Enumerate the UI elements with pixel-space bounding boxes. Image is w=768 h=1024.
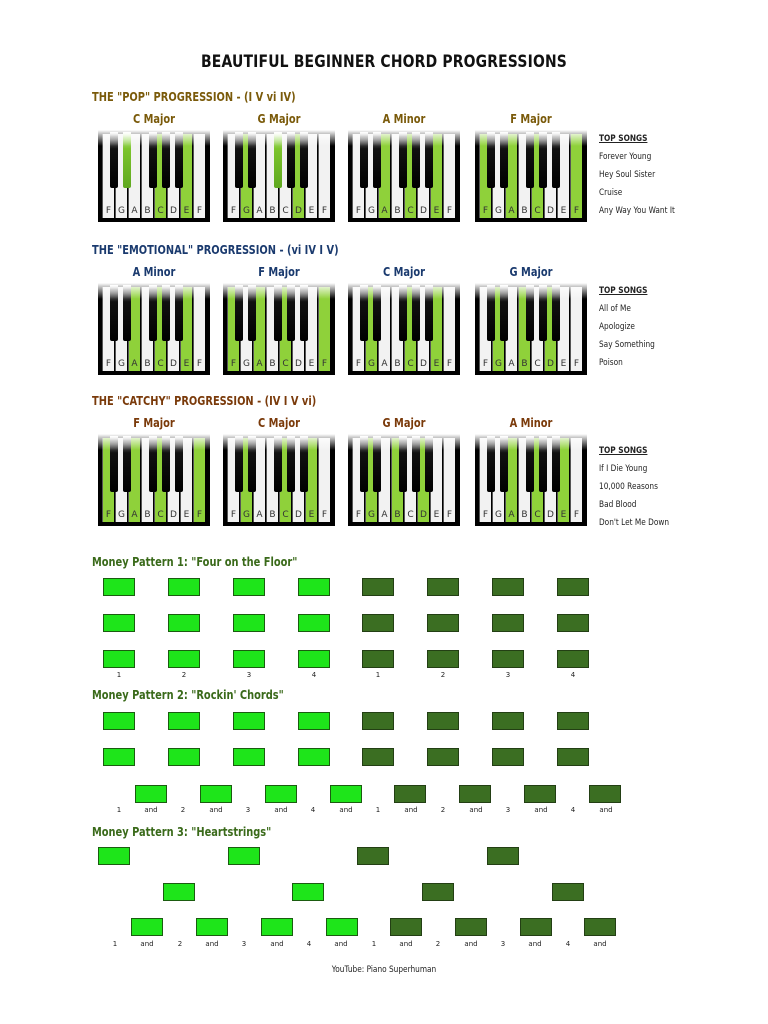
key-letter: F [230,206,237,216]
rhythm-block [233,578,265,596]
rhythm-block [357,847,389,865]
beat-count-label: 1 [375,806,381,814]
key-letter: D [295,510,302,520]
keyboard-fade [98,434,210,450]
key-letter: G [243,206,250,216]
chord-name-label: G Major [509,265,553,279]
rhythm-block [492,712,524,730]
keyboard-fade [98,283,210,299]
key-letter: G [368,510,375,520]
key-letter: G [243,359,250,369]
piano-keyboard [475,130,587,222]
song-title: Don't Let Me Down [599,518,670,528]
rhythm-block [427,578,459,596]
keyboard-fade [223,434,335,450]
beat-count-label: and [599,806,613,814]
key-letter: D [420,206,427,216]
white-key [193,134,205,218]
keyboard-fade [475,283,587,299]
rhythm-block [390,918,422,936]
beat-count-label: 1 [116,806,122,814]
rhythm-block [168,748,200,766]
key-letter: E [183,510,190,520]
chord-name-label: F Major [258,265,300,279]
beat-count-label: 2 [440,671,446,679]
white-key [570,134,582,218]
key-letter: A [381,206,388,216]
key-letter: E [560,359,567,369]
song-title: Hey Soul Sister [599,170,656,180]
chord-name-label: A Minor [132,265,176,279]
section-title: THE "POP" PROGRESSION - (I V vi IV) [92,90,296,104]
rhythm-block [298,650,330,668]
rhythm-block [200,785,232,803]
key-letter: C [282,510,289,520]
key-letter: F [355,359,362,369]
key-letter: F [105,359,112,369]
beat-count-label: 1 [112,940,118,948]
rhythm-block [233,748,265,766]
rhythm-block [135,785,167,803]
key-letter: C [534,359,541,369]
key-letter: F [355,510,362,520]
rhythm-block [524,785,556,803]
rhythm-block [492,578,524,596]
rhythm-block [584,918,616,936]
key-letter: A [256,510,263,520]
piano-keyboard [223,283,335,375]
top-songs-list [599,446,684,536]
chord-name-label: F Major [133,416,175,430]
chord-name-label: A Minor [382,112,426,126]
beat-count-label: 3 [245,806,251,814]
beat-count-label: 1 [375,671,381,679]
key-letter: F [105,510,112,520]
beat-count-label: 4 [570,806,576,814]
piano-keyboard [98,283,210,375]
footer-credit: YouTube: Piano Superhuman [331,965,437,975]
keyboard-fade [475,434,587,450]
rhythm-block [427,712,459,730]
key-letter: D [170,206,177,216]
key-letter: E [308,359,315,369]
key-letter: D [170,359,177,369]
rhythm-block [557,712,589,730]
key-letter: D [547,510,554,520]
key-letter: C [407,359,414,369]
white-key [318,287,330,371]
white-key [318,438,330,522]
key-letter: G [243,510,250,520]
rhythm-block [520,918,552,936]
money-pattern-3-title: Money Pattern 3: "Heartstrings" [92,825,272,839]
rhythm-block [298,578,330,596]
rhythm-block [298,712,330,730]
beat-count-label: 3 [500,940,506,948]
key-letter: B [269,206,276,216]
rhythm-block [103,748,135,766]
beat-count-label: and [339,806,353,814]
song-title: Forever Young [599,152,652,162]
chord-name-label: G Major [257,112,301,126]
chord-name-label: C Major [257,416,301,430]
section-title: THE "CATCHY" PROGRESSION - (IV I V vi) [92,394,317,408]
rhythm-block [394,785,426,803]
key-letter: C [157,359,164,369]
key-letter: A [508,206,515,216]
beat-count-label: 2 [181,671,187,679]
white-key [570,438,582,522]
beat-count-label: and [464,940,478,948]
beat-count-label: 2 [177,940,183,948]
key-letter: C [157,206,164,216]
beat-count-label: 4 [565,940,571,948]
key-letter: C [282,206,289,216]
key-letter: G [118,206,125,216]
piano-keyboard [223,130,335,222]
key-letter: B [394,359,401,369]
chord-name-label: A Minor [509,416,553,430]
beat-count-label: and [270,940,284,948]
piano-keyboard [223,434,335,526]
key-letter: B [144,359,151,369]
key-letter: B [394,510,401,520]
key-letter: D [420,510,427,520]
song-title: Poison [599,358,623,368]
beat-count-label: 2 [435,940,441,948]
key-letter: E [560,510,567,520]
key-letter: D [547,359,554,369]
beat-count-label: 4 [306,940,312,948]
rhythm-block [103,712,135,730]
key-letter: F [482,206,489,216]
chord-name-label: F Major [510,112,552,126]
beat-count-label: 4 [310,806,316,814]
key-letter: A [131,359,138,369]
keyboard-fade [348,130,460,146]
rhythm-block [103,614,135,632]
beat-count-label: and [209,806,223,814]
rhythm-block [362,712,394,730]
chord-name-label: G Major [382,416,426,430]
key-letter: E [433,206,440,216]
key-letter: F [573,510,580,520]
key-letter: B [144,206,151,216]
key-letter: D [295,206,302,216]
piano-keyboard [98,434,210,526]
rhythm-block [261,918,293,936]
rhythm-block [362,578,394,596]
rhythm-block [233,614,265,632]
key-letter: F [482,359,489,369]
beat-count-label: and [469,806,483,814]
key-letter: B [521,206,528,216]
beat-count-label: and [593,940,607,948]
key-letter: C [157,510,164,520]
rhythm-block [557,650,589,668]
rhythm-block [233,650,265,668]
key-letter: F [446,206,453,216]
piano-keyboard [98,130,210,222]
white-key [193,438,205,522]
key-letter: F [105,206,112,216]
beat-count-label: 4 [570,671,576,679]
key-letter: F [446,510,453,520]
top-songs-list [599,134,692,224]
key-letter: F [573,206,580,216]
beat-count-label: and [404,806,418,814]
song-title: All of Me [599,304,631,314]
white-key [443,287,455,371]
rhythm-block [487,847,519,865]
chord-name-label: C Major [382,265,426,279]
piano-keyboard [348,434,460,526]
key-letter: F [482,510,489,520]
beat-count-label: and [144,806,158,814]
beat-count-label: and [205,940,219,948]
key-letter: A [381,510,388,520]
white-key [318,134,330,218]
rhythm-block [131,918,163,936]
key-letter: C [407,510,414,520]
key-letter: G [495,510,502,520]
beat-count-label: and [334,940,348,948]
key-letter: F [196,359,203,369]
key-letter: C [534,510,541,520]
key-letter: A [508,510,515,520]
key-letter: A [381,359,388,369]
rhythm-block [98,847,130,865]
key-letter: A [256,206,263,216]
beat-count-label: 4 [311,671,317,679]
rhythm-block [427,748,459,766]
white-key [570,287,582,371]
song-title: Any Way You Want It [599,206,675,216]
rhythm-block [362,748,394,766]
rhythm-block [103,578,135,596]
rhythm-block [168,712,200,730]
key-letter: D [420,359,427,369]
white-key [443,438,455,522]
piano-keyboard [348,283,460,375]
key-letter: B [144,510,151,520]
top-songs-heading: TOP SONGS [599,446,648,456]
rhythm-block [228,847,260,865]
song-title: If I Die Young [599,464,648,474]
piano-keyboard [348,130,460,222]
key-letter: D [295,359,302,369]
piano-keyboard [475,434,587,526]
rhythm-block [298,748,330,766]
key-letter: F [230,359,237,369]
keyboard-fade [223,283,335,299]
beat-count-label: 2 [180,806,186,814]
beat-count-label: 1 [371,940,377,948]
key-letter: G [368,206,375,216]
rhythm-block [492,614,524,632]
rhythm-block [557,614,589,632]
key-letter: G [495,359,502,369]
key-letter: E [308,206,315,216]
key-letter: D [170,510,177,520]
rhythm-block [326,918,358,936]
key-letter: F [355,206,362,216]
rhythm-block [196,918,228,936]
keyboard-fade [223,130,335,146]
keyboard-fade [348,434,460,450]
rhythm-block [557,748,589,766]
rhythm-block [422,883,454,901]
key-letter: F [573,359,580,369]
top-songs-list [599,286,667,376]
keyboard-fade [475,130,587,146]
section-title: THE "EMOTIONAL" PROGRESSION - (vi IV I V) [92,243,339,257]
top-songs-heading: TOP SONGS [599,286,648,296]
key-letter: B [269,510,276,520]
rhythm-block [298,614,330,632]
key-letter: E [183,206,190,216]
rhythm-block [459,785,491,803]
rhythm-block [492,748,524,766]
key-letter: F [230,510,237,520]
song-title: Say Something [599,340,655,350]
rhythm-block [362,614,394,632]
key-letter: G [118,510,125,520]
key-letter: A [131,206,138,216]
beat-count-label: and [528,940,542,948]
money-pattern-1-title: Money Pattern 1: "Four on the Floor" [92,555,298,569]
key-letter: F [321,359,328,369]
key-letter: G [368,359,375,369]
song-title: Apologize [599,322,635,332]
chord-name-label: C Major [132,112,176,126]
piano-keyboard [475,283,587,375]
key-letter: D [547,206,554,216]
rhythm-block [427,614,459,632]
keyboard-fade [98,130,210,146]
beat-count-label: 3 [246,671,252,679]
rhythm-block [589,785,621,803]
rhythm-block [455,918,487,936]
rhythm-block [103,650,135,668]
rhythm-block [362,650,394,668]
key-letter: E [433,510,440,520]
key-letter: C [534,206,541,216]
keyboard-fade [348,283,460,299]
key-letter: B [269,359,276,369]
rhythm-block [330,785,362,803]
money-pattern-2-title: Money Pattern 2: "Rockin' Chords" [92,688,284,702]
beat-count-label: 3 [505,806,511,814]
key-letter: B [521,359,528,369]
rhythm-block [163,883,195,901]
rhythm-block [233,712,265,730]
page-title: BEAUTIFUL BEGINNER CHORD PROGRESSIONS [200,52,568,72]
white-key [443,134,455,218]
song-title: 10,000 Reasons [599,482,658,492]
rhythm-block [265,785,297,803]
rhythm-block [492,650,524,668]
song-title: Cruise [599,188,623,198]
rhythm-block [168,650,200,668]
rhythm-block [552,883,584,901]
beat-count-label: and [399,940,413,948]
key-letter: F [321,206,328,216]
white-key [193,287,205,371]
rhythm-block [427,650,459,668]
key-letter: G [118,359,125,369]
key-letter: F [321,510,328,520]
key-letter: E [560,206,567,216]
song-title: Bad Blood [599,500,637,510]
beat-count-label: and [140,940,154,948]
beat-count-label: 2 [440,806,446,814]
beat-count-label: 3 [241,940,247,948]
beat-count-label: 1 [116,671,122,679]
key-letter: E [308,510,315,520]
key-letter: E [433,359,440,369]
rhythm-block [557,578,589,596]
key-letter: A [131,510,138,520]
rhythm-block [168,614,200,632]
key-letter: F [196,510,203,520]
key-letter: F [446,359,453,369]
key-letter: C [407,206,414,216]
key-letter: A [256,359,263,369]
beat-count-label: 3 [505,671,511,679]
key-letter: F [196,206,203,216]
key-letter: B [394,206,401,216]
beat-count-label: and [534,806,548,814]
rhythm-block [292,883,324,901]
key-letter: C [282,359,289,369]
key-letter: A [508,359,515,369]
key-letter: B [521,510,528,520]
top-songs-heading: TOP SONGS [599,134,648,144]
key-letter: E [183,359,190,369]
key-letter: G [495,206,502,216]
beat-count-label: and [274,806,288,814]
rhythm-block [168,578,200,596]
